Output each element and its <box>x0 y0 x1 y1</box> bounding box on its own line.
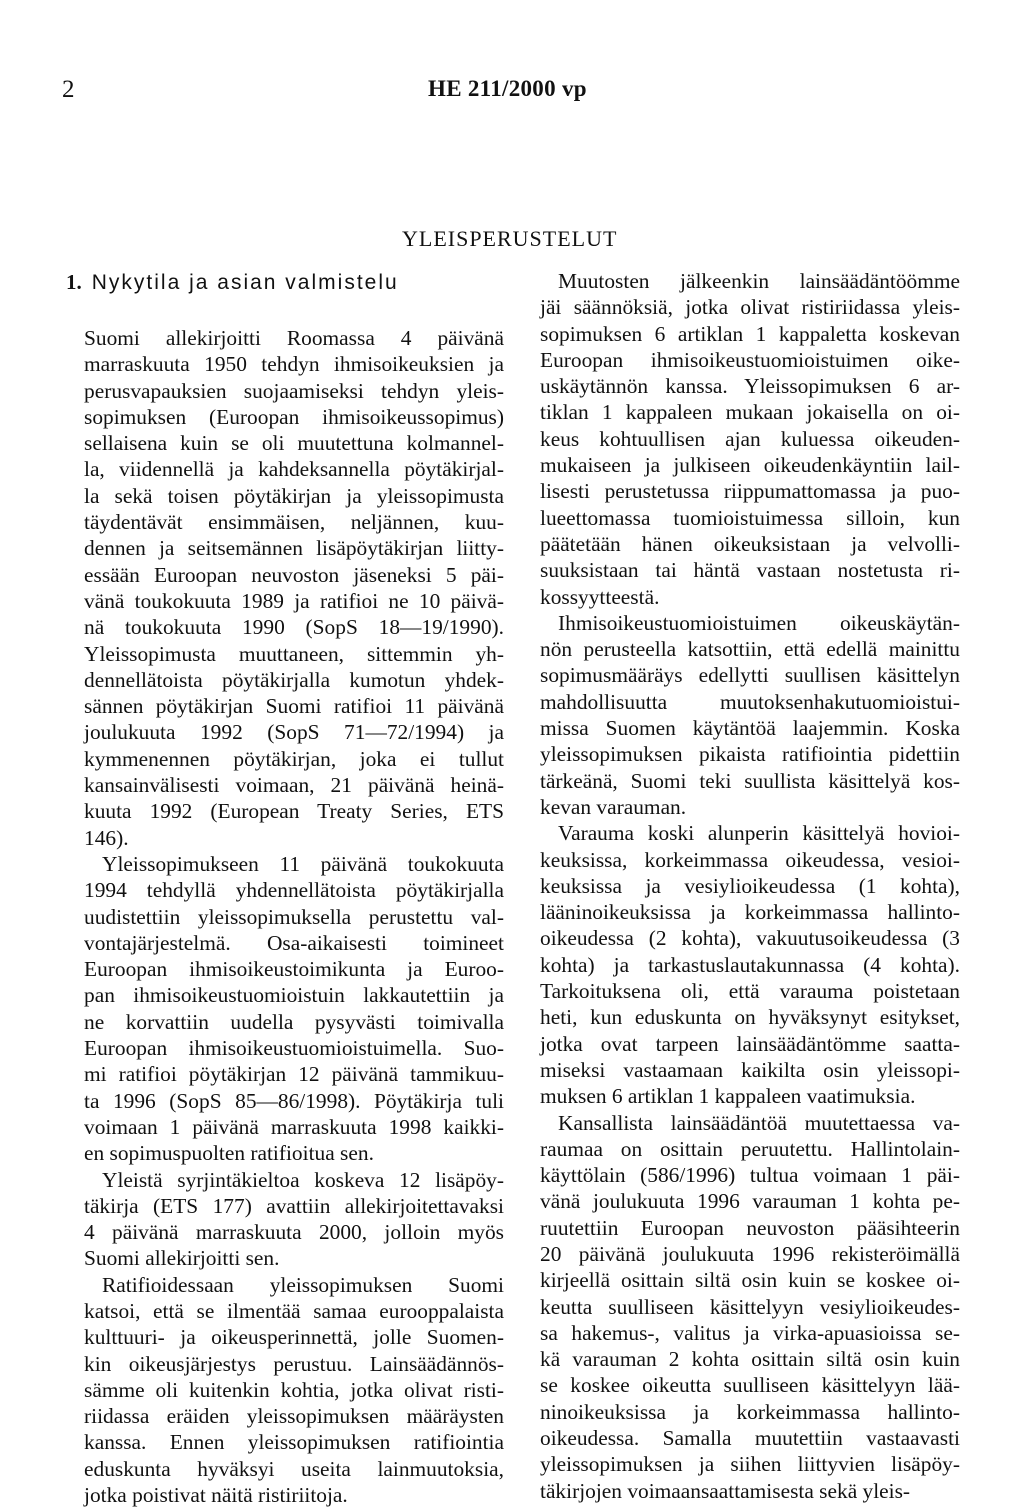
text-line: pan ihmisoikeustuomioistuin lakkautettiin ja <box>84 983 504 1008</box>
text-line: 20 päivänä joulukuuta 1996 rekisteröimällä <box>540 1241 960 1266</box>
text-line: vänä joulukuuta 1996 varauman 1 kohta pe- <box>540 1189 960 1214</box>
text-line: lääninoikeuksissa ja korkeimmassa hallinto- <box>540 900 960 925</box>
text-line: la, viidennellä ja kahdeksannella pöytäkirjal- <box>84 457 504 482</box>
text-line: la sekä toisen pöytäkirjan ja yleissopimusta <box>84 483 504 508</box>
text-line: päätetään hänen oikeuksistaan ja velvolli- <box>540 531 960 556</box>
text-line: 146). <box>84 825 129 850</box>
text-line: miseksi vastaamaan kaikilta osin yleissopi- <box>540 1057 960 1082</box>
text-line: sopimusmääräys edellytti suullisen käsittelyn <box>540 663 960 688</box>
text-line: katsoi, että se ilmentää samaa eurooppalaista <box>84 1298 504 1323</box>
text-line: Ratifioidessaan yleissopimuksen Suomi <box>102 1272 504 1297</box>
text-line: mi ratifioi pöytäkirjan 12 päivänä tammikuu- <box>84 1062 504 1087</box>
text-line: kuuta 1992 (European Treaty Series, ETS <box>84 799 504 824</box>
text-line: uudistettiin yleissopimuksella perustettu val- <box>84 904 504 929</box>
text-line: Yleissopimukseen 11 päivänä toukokuuta <box>102 851 504 876</box>
text-line: mukaiseen ja julkiseen oikeudenkäyntiin lail- <box>540 453 960 478</box>
text-line: sopimuksen 6 artiklan 1 kappaletta koskevan <box>540 321 960 346</box>
text-line: lisesti perustetussa riippumattomassa ja puo- <box>540 479 960 504</box>
text-line: Euroopan ihmisoikeustuomioistuimella. Suo- <box>84 1036 504 1061</box>
text-line: yleissopimuksen pikaista ratifiointia pidettiin <box>540 742 960 767</box>
text-line: marraskuuta 1950 tehdyn ihmisoikeuksien ja <box>84 352 504 377</box>
text-line: Suomi allekirjoitti Roomassa 4 päivänä <box>84 326 504 350</box>
text-line: eduskunta hyväksyi useita lainmuutoksia, <box>84 1456 504 1481</box>
text-line: mahdollisuutta muutoksenhakutuomioistui- <box>540 689 960 714</box>
text-line: joulukuuta 1992 (SopS 71—72/1994) ja <box>84 720 504 745</box>
text-line: sa hakemus-, valitus ja virka-apuasioissa se- <box>540 1320 960 1345</box>
text-line: dennellätoista pöytäkirjalla kumotun yhdek- <box>84 667 504 692</box>
text-line: kossyytteestä. <box>540 584 660 609</box>
text-line: raumaa on osittain peruutettu. Hallintolain- <box>540 1136 960 1161</box>
text-line: täkirjojen voimaansaattamisesta sekä yleis- <box>540 1478 911 1503</box>
text-line: Kansallista lainsäädäntöä muutettaessa va- <box>558 1110 960 1135</box>
text-line: essään Euroopan neuvoston jäseneksi 5 päi- <box>84 562 504 587</box>
text-line: ninoikeuksissa ja korkeimmassa hallinto- <box>540 1399 960 1424</box>
text-line: yleissopimuksen ja siihen liittyvien lisäpöy- <box>540 1452 960 1477</box>
text-line: voimaan 1 päivänä marraskuuta 1998 kaikki- <box>84 1114 504 1139</box>
text-line: ne korvattiin uudella pysyvästi toimivalla <box>84 1009 504 1034</box>
text-line: ruutettiin Euroopan neuvoston pääsihteerin <box>540 1215 960 1240</box>
text-line: dennen ja seitsemännen lisäpöytäkirjan liitty- <box>84 536 504 561</box>
text-line: kevan varauman. <box>540 794 687 819</box>
text-line: muksen 6 artiklan 1 kappaleen vaatimuksia. <box>540 1084 916 1109</box>
page-number: 2 <box>62 76 75 103</box>
text-line: ta 1996 (SopS 85—86/1998). Pöytäkirja tuli <box>84 1088 504 1113</box>
text-line: käyttölain (586/1996) tultua voimaan 1 päi- <box>540 1163 960 1188</box>
text-line: sellaisena kuin se oli muutettuna kolmannel- <box>84 431 504 456</box>
text-line: lueettomassa tuomioistuimessa silloin, kun <box>540 505 960 530</box>
text-line: suuksistaan tai häntä vastaan nostetusta ri- <box>540 558 960 583</box>
text-line: Euroopan ihmisoikeustuomioistuimen oike- <box>540 347 960 372</box>
text-line: oikeudessa (2 kohta), vakuutusoikeudessa (3 <box>540 926 960 951</box>
text-line: tärkeänä, Suomi teki suullista käsittelyä kos- <box>540 768 960 793</box>
document-id: HE 211/2000 vp <box>428 76 587 101</box>
text-line: nön perusteella katsottiin, että edellä mainittu <box>540 637 960 662</box>
text-line: sännen pöytäkirjan Suomi ratifioi 11 päivänä <box>84 694 504 719</box>
text-line: Varauma koski alunperin käsittelyä hovioi- <box>558 821 960 846</box>
text-line: keuksissa ja vesiylioikeudessa (1 kohta), <box>540 873 960 898</box>
text-line: kä varauman 2 kohta osittain siltä osin kuin <box>540 1347 960 1372</box>
text-line: riidassa eräiden yleissopimuksen määräysten <box>84 1404 504 1429</box>
text-line: kohta) ja tarkastuslautakunnassa (4 kohta). <box>540 952 960 977</box>
text-line: vänä toukokuuta 1989 ja ratifioi ne 10 päivä- <box>84 588 504 613</box>
text-line: nä toukokuuta 1990 (SopS 18—19/1990). <box>84 615 504 640</box>
text-line: uskäytännön kanssa. Yleissopimuksen 6 ar- <box>540 374 960 399</box>
text-line: Muutosten jälkeenkin lainsäädäntöömme <box>558 269 960 293</box>
text-line: missa Suomen käytäntöä laajemmin. Koska <box>540 716 960 741</box>
heading-number: 1. <box>66 270 82 294</box>
right-column <box>540 268 960 1504</box>
text-line: keuksissa, korkeimmassa oikeudessa, vesioi- <box>540 847 960 872</box>
text-line: jäi säännöksiä, jotka olivat ristiriidassa yleis- <box>540 295 960 320</box>
text-line: täydentävät ensimmäisen, neljännen, kuu- <box>84 510 504 535</box>
text-line: oikeudessa. Samalla muutettiin vastaavasti <box>540 1426 960 1451</box>
text-line: jotka ovat tarpeen lainsäädäntömme saatta- <box>540 1031 960 1056</box>
left-column <box>84 325 504 1508</box>
text-line: Tarkoituksena oli, että varauma poistetaan <box>540 979 960 1004</box>
text-line: se koskee oikeutta suulliseen käsittelyyn lää- <box>540 1373 960 1398</box>
section-title: YLEISPERUSTELUT <box>402 226 618 251</box>
section-heading <box>66 270 399 295</box>
text-line: 4 päivänä marraskuuta 2000, jolloin myös <box>84 1220 504 1245</box>
text-line: keus kohtuullisen ajan kuluessa oikeuden- <box>540 426 960 451</box>
text-line: kirjeellä osittain siltä osin kuin se koskee oi- <box>540 1268 960 1293</box>
text-line: 1994 tehdyllä yhdennellätoista pöytäkirjalla <box>84 878 504 903</box>
text-line: kymmenennen pöytäkirjan, joka ei tullut <box>84 746 504 771</box>
text-line: Ihmisoikeustuomioistuimen oikeuskäytän- <box>558 610 960 635</box>
text-line: kansainvälisesti voimaan, 21 päivänä heinä- <box>84 773 504 798</box>
text-line: kanssa. Ennen yleissopimuksen ratifiointia <box>84 1430 504 1455</box>
text-line: Yleissopimusta muuttaneen, sittemmin yh- <box>84 641 504 666</box>
text-line: Yleistä syrjintäkieltoa koskeva 12 lisäpöy- <box>102 1167 504 1192</box>
text-line: heti, kun eduskunta on hyväksynyt esitykset, <box>540 1005 960 1030</box>
heading-text: Nykytila ja asian valmistelu <box>91 271 399 294</box>
text-line: Suomi allekirjoitti sen. <box>84 1246 280 1271</box>
text-line: Euroopan ihmisoikeustoimikunta ja Euroo- <box>84 957 504 982</box>
text-line: vontajärjestelmä. Osa-aikaisesti toimineet <box>84 930 504 955</box>
text-line: jotka poistivat näitä ristiriitoja. <box>84 1483 348 1508</box>
text-line: perusvapauksien suojaamiseksi tehdyn yleis- <box>84 378 504 403</box>
text-line: en sopimuspuolten ratifioitua sen. <box>84 1141 374 1166</box>
text-line: täkirja (ETS 177) avattiin allekirjoitettavaksi <box>84 1193 504 1218</box>
text-line: sopimuksen (Euroopan ihmisoikeussopimus) <box>84 404 504 429</box>
text-line: sämme oli kuitenkin kohtia, jotka olivat risti- <box>84 1377 504 1402</box>
text-line: kulttuuri- ja oikeusperinnettä, jolle Suomen- <box>84 1325 504 1350</box>
text-line: kin oikeusjärjestys perustuu. Lainsäädännös- <box>84 1351 504 1376</box>
text-line: keutta suulliseen käsittelyyn vesiylioikeudes- <box>540 1294 960 1319</box>
text-line: tiklan 1 kappaleen mukaan jokaisella on oi- <box>540 400 960 425</box>
